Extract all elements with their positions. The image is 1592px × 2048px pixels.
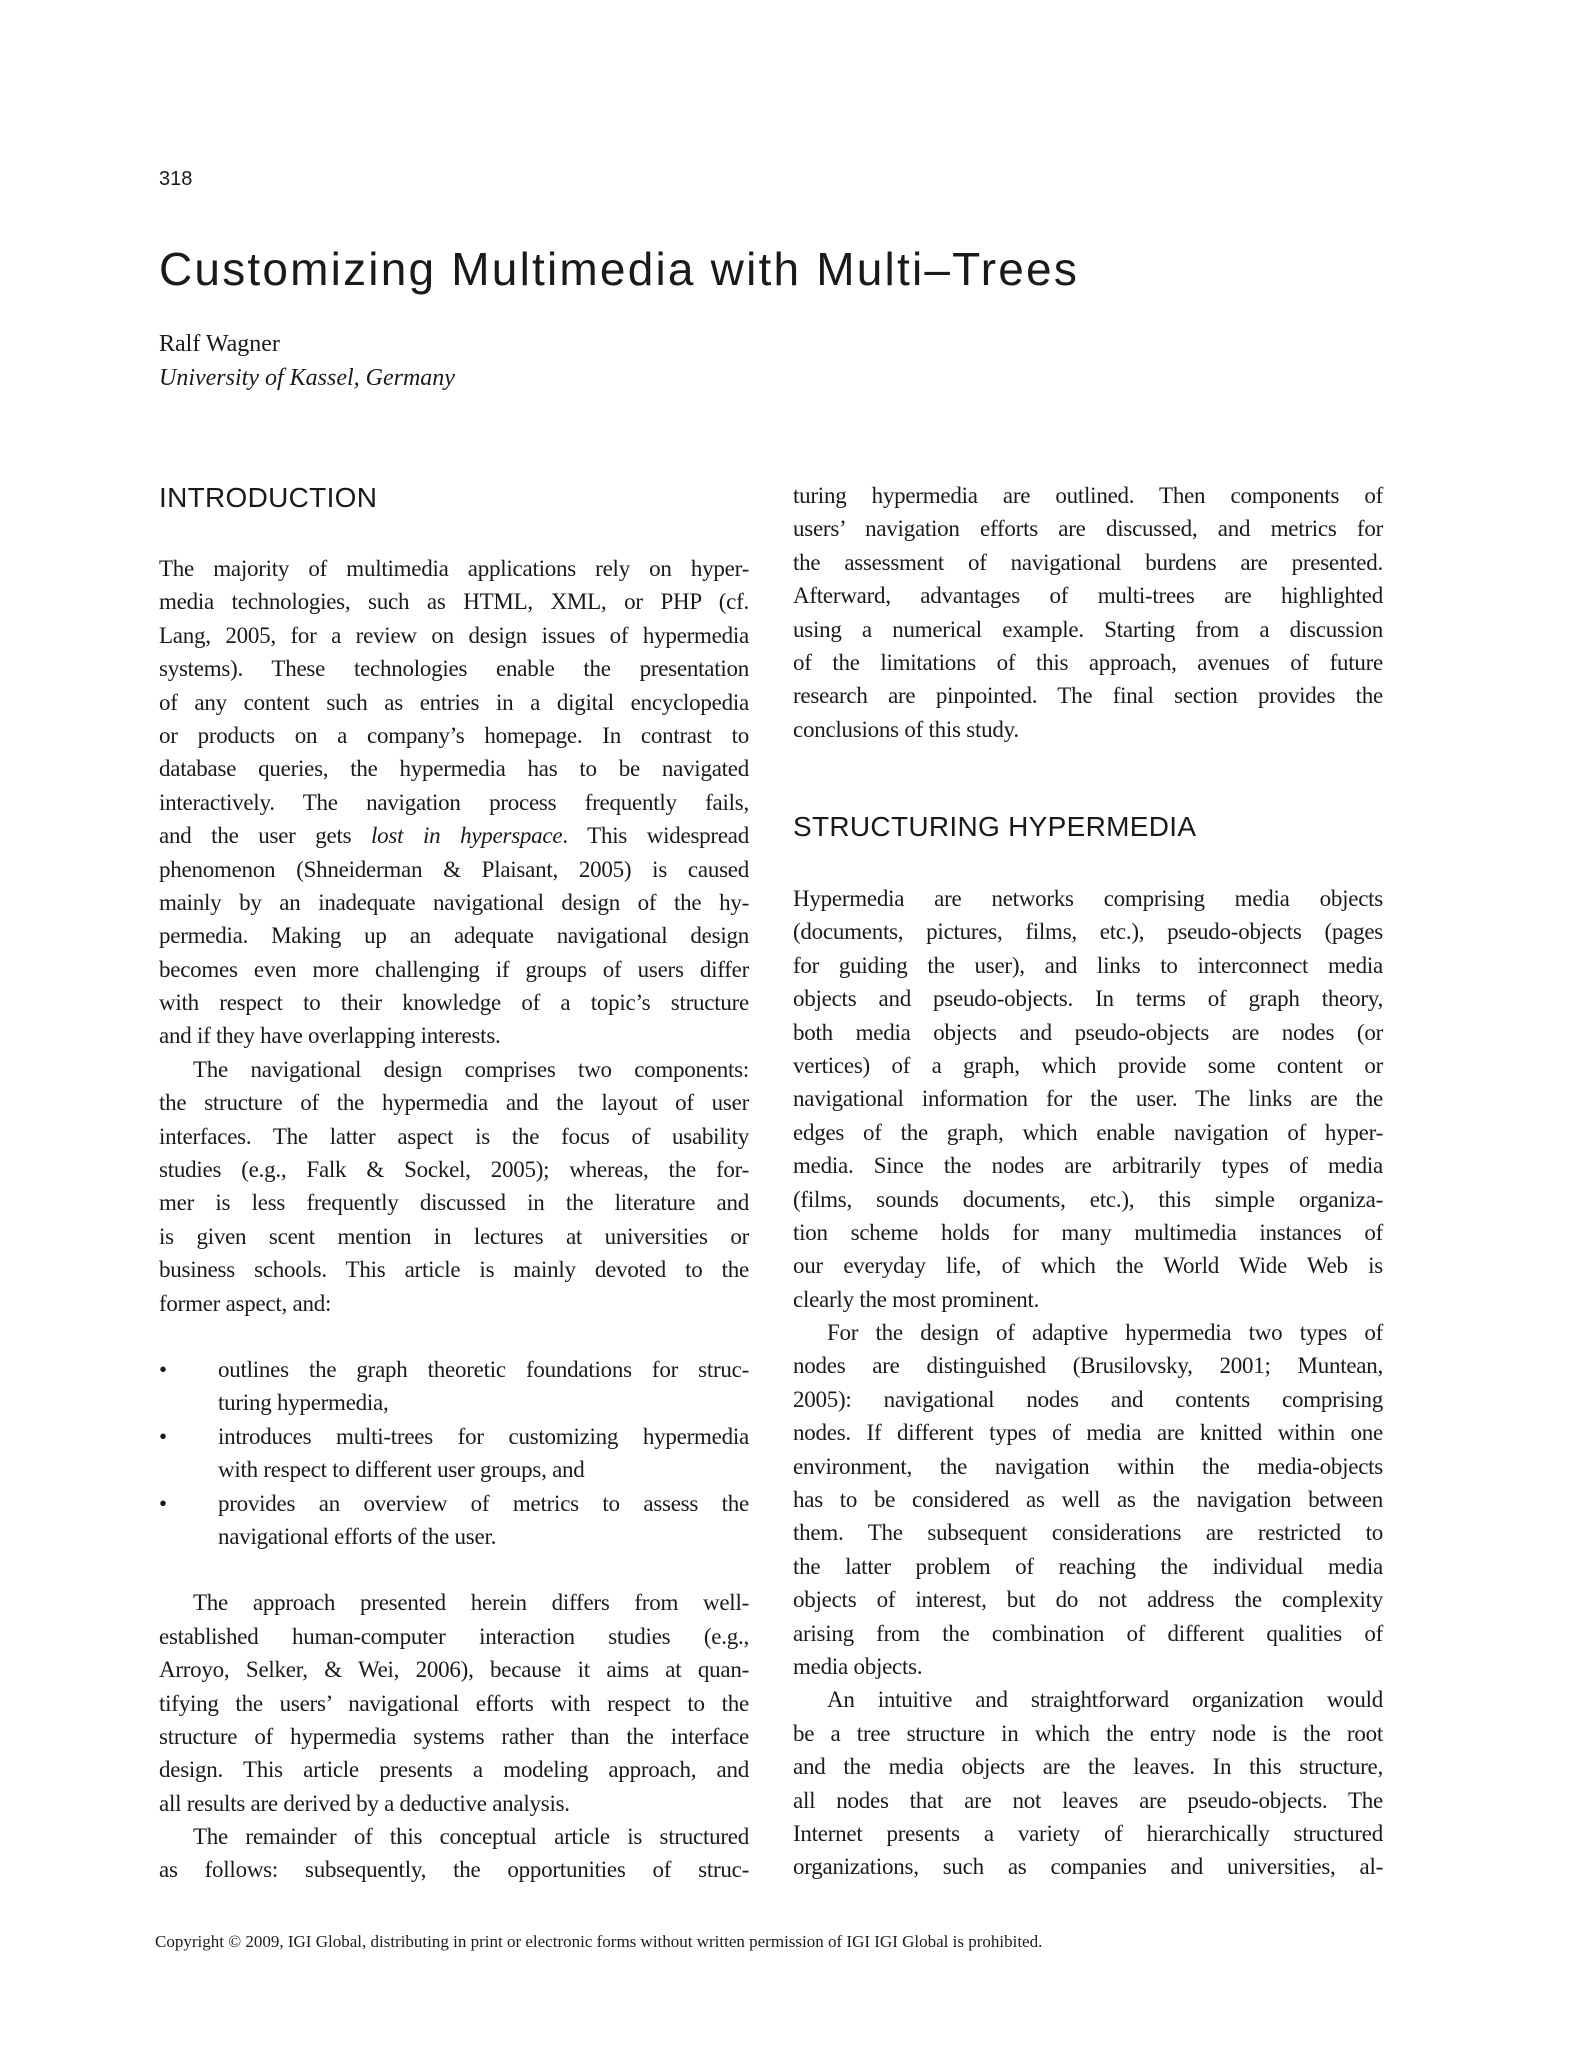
text-line: navigational efforts of the user. [218, 1523, 497, 1549]
text-line: interfaces. The latter aspect is the focus of usability [159, 1123, 749, 1149]
text-line: both media objects and pseudo-objects are nodes (or [793, 1019, 1383, 1045]
text-line: organizations, such as companies and universities, al- [793, 1854, 1383, 1880]
text-line: media objects. [793, 1653, 923, 1679]
text-line: with respect to different user groups, and [218, 1457, 585, 1483]
bullet-item [159, 1420, 749, 1487]
text-line: Afterward, advantages of multi-trees are highlighted [793, 583, 1383, 609]
paragraphs-before-heading [793, 479, 1383, 746]
paragraph [159, 1820, 749, 1887]
bullet-icon: • [159, 1356, 167, 1382]
text-line: database queries, the hypermedia has to be navigated [159, 756, 749, 782]
text-line: outlines the graph theoretic foundations for struc- [218, 1356, 749, 1382]
text-line: phenomenon (Shneiderman & Plaisant, 2005) is caused [159, 856, 749, 882]
text-line: them. The subsequent considerations are restricted to [793, 1520, 1383, 1546]
text-line: For the design of adaptive hypermedia two types of [827, 1320, 1383, 1346]
text-line: media. Since the nodes are arbitrarily types of media [793, 1153, 1383, 1179]
text-line: edges of the graph, which enable navigation of hyper- [793, 1119, 1383, 1145]
paragraphs-before-bullets [159, 552, 749, 1320]
text-line: studies (e.g., Falk & Sockel, 2005); whereas, the for- [159, 1157, 749, 1183]
text-line: nodes are distinguished (Brusilovsky, 2001; Muntean, [793, 1353, 1383, 1379]
text-line: and the media objects are the leaves. In this structure, [793, 1754, 1383, 1780]
text-line: as follows: subsequently, the opportunities of struc- [159, 1857, 749, 1883]
text-line: arising from the combination of different qualities of [793, 1620, 1383, 1646]
text-line: the assessment of navigational burdens are presented. [793, 549, 1383, 575]
bullet-icon: • [159, 1423, 167, 1449]
text-line: The remainder of this conceptual article is structured [193, 1824, 749, 1850]
text-line: all results are derived by a deductive analysis. [159, 1790, 570, 1816]
paragraphs-after-heading [793, 882, 1383, 1884]
text-line: is given scent mention in lectures at universities or [159, 1223, 749, 1249]
paragraph [159, 1053, 749, 1320]
text-line: business schools. This article is mainly devoted to the [159, 1257, 749, 1283]
text-line: interactively. The navigation process frequently fails, [159, 789, 749, 815]
text-line: has to be considered as well as the navigation between [793, 1487, 1383, 1513]
text-line: all nodes that are not leaves are pseudo-objects. The [793, 1787, 1383, 1813]
text-line: Lang, 2005, for a review on design issues of hypermedia [159, 622, 749, 648]
bullet-item [159, 1353, 749, 1420]
text-segment: and the user gets [159, 823, 372, 849]
text-line: Arroyo, Selker, & Wei, 2006), because it aims at quan- [159, 1657, 749, 1683]
text-line: The majority of multimedia applications rely on hyper- [159, 556, 749, 581]
text-line [159, 819, 749, 852]
text-line: turing hypermedia are outlined. Then components of [793, 483, 1383, 508]
text-line: environment, the navigation within the media-objects [793, 1453, 1383, 1479]
text-line: 2005): navigational nodes and contents comprising [793, 1386, 1383, 1412]
right-column-body [793, 882, 1383, 1884]
text-line: becomes even more challenging if groups of users differ [159, 956, 749, 982]
text-line: introduces multi-trees for customizing hypermedia [218, 1423, 749, 1449]
text-segment: . This widespread [562, 823, 749, 849]
text-line: with respect to their knowledge of a topic’s structure [159, 990, 749, 1016]
text-line: of the limitations of this approach, avenues of future [793, 649, 1383, 675]
page-number: 318 [159, 168, 193, 190]
text-line: tion scheme holds for many multimedia instances of [793, 1219, 1383, 1245]
bullet-icon: • [159, 1490, 167, 1516]
text-line: users’ navigation efforts are discussed, and metrics for [793, 516, 1383, 542]
italic-text: lost in hyperspace [371, 823, 563, 849]
right-column-top [793, 479, 1383, 746]
text-line: permedia. Making up an adequate navigational design [159, 923, 749, 949]
author-affiliation: University of Kassel, Germany [159, 365, 455, 391]
paragraph [793, 479, 1383, 746]
text-line: conclusions of this study. [793, 716, 1019, 742]
text-line: navigational information for the user. The links are the [793, 1086, 1383, 1112]
bullet-list [159, 1353, 749, 1553]
text-line: mer is less frequently discussed in the literature and [159, 1190, 749, 1216]
text-line: Hypermedia are networks comprising media objects [793, 886, 1383, 911]
text-line: (documents, pictures, films, etc.), pseudo-objects (pages [793, 919, 1383, 945]
text-line: design. This article presents a modeling approach, and [159, 1757, 749, 1783]
text-line: objects and pseudo-objects. In terms of graph theory, [793, 986, 1383, 1012]
section-heading-structuring-hypermedia: STRUCTURING HYPERMEDIA [793, 811, 1197, 842]
text-line: media technologies, such as HTML, XML, or PHP (cf. [159, 589, 749, 615]
text-line: or products on a company’s homepage. In contrast to [159, 722, 749, 748]
text-line: tifying the users’ navigational efforts with respect to the [159, 1690, 749, 1716]
paragraph [159, 552, 749, 1053]
text-line: the structure of the hypermedia and the layout of user [159, 1090, 749, 1116]
paragraphs-after-bullets [159, 1586, 749, 1887]
text-line: The approach presented herein differs from well- [193, 1590, 749, 1616]
text-line: mainly by an inadequate navigational design of the hy- [159, 889, 749, 915]
section-heading-introduction: INTRODUCTION [159, 482, 378, 513]
text-line: research are pinpointed. The final section provides the [793, 683, 1383, 709]
text-line: An intuitive and straightforward organization would [827, 1687, 1383, 1713]
text-line: The navigational design comprises two components: [193, 1056, 749, 1082]
text-line: clearly the most prominent. [793, 1286, 1040, 1312]
text-line: objects of interest, but do not address the complexity [793, 1587, 1383, 1613]
paragraph [793, 882, 1383, 1316]
text-line: our everyday life, of which the World Wide Web is [793, 1253, 1383, 1279]
text-line: vertices) of a graph, which provide some content or [793, 1052, 1383, 1078]
text-line: nodes. If different types of media are knitted within one [793, 1420, 1383, 1446]
left-column [159, 552, 749, 1887]
text-line: be a tree structure in which the entry node is the root [793, 1720, 1383, 1746]
text-line: systems). These technologies enable the presentation [159, 656, 749, 682]
paragraph [793, 1316, 1383, 1683]
text-line: Internet presents a variety of hierarchically structured [793, 1820, 1383, 1846]
article-title: Customizing Multimedia with Multi–Trees [159, 243, 1080, 295]
text-line: (films, sounds documents, etc.), this simple organiza- [793, 1186, 1383, 1212]
text-line: of any content such as entries in a digital encyclopedia [159, 689, 749, 715]
text-line: and if they have overlapping interests. [159, 1023, 501, 1049]
text-line: established human-computer interaction studies (e.g., [159, 1623, 749, 1649]
author-name: Ralf Wagner [159, 331, 280, 357]
text-line: the latter problem of reaching the individual media [793, 1553, 1383, 1579]
copyright-footer: Copyright © 2009, IGI Global, distributing in print or electronic forms without written permission of IGI IGI Global is prohibited. [155, 1932, 1043, 1951]
text-line: former aspect, and: [159, 1290, 332, 1316]
text-line: turing hypermedia, [218, 1390, 389, 1416]
text-line: using a numerical example. Starting from a discussion [793, 616, 1383, 642]
paragraph [793, 1683, 1383, 1883]
text-line: structure of hypermedia systems rather than the interface [159, 1723, 749, 1749]
text-line: provides an overview of metrics to assess the [218, 1490, 749, 1516]
text-line: for guiding the user), and links to interconnect media [793, 952, 1383, 978]
bullet-item [159, 1487, 749, 1554]
paragraph [159, 1586, 749, 1820]
